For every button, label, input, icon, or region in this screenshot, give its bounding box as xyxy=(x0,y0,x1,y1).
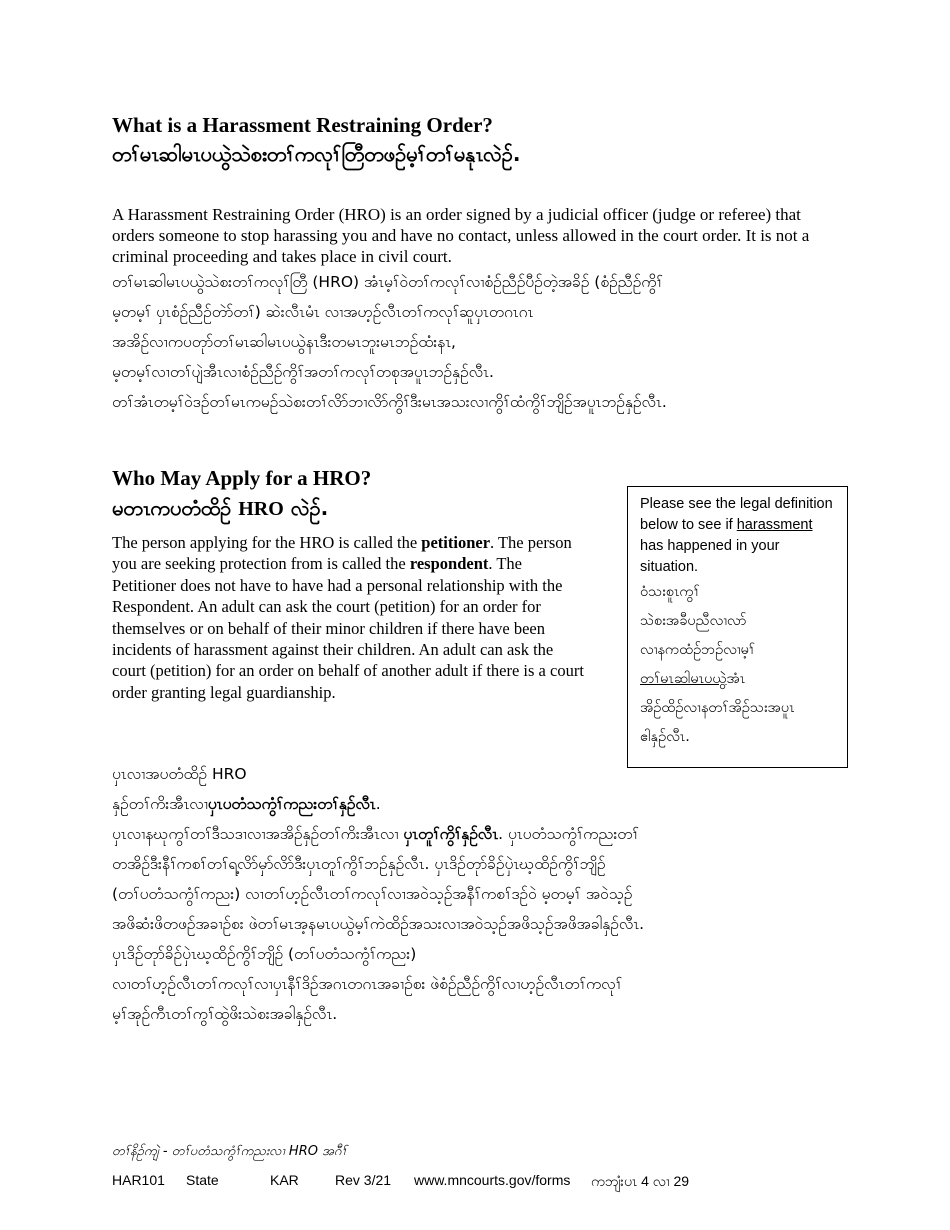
kar-line: ပှၤဒိဉ်တုာ်ခိဉ်ပှဲၤဃ့ထိဉ်ကွိၢ်ဘျိဉ် (တၢ်ပတံသကွံၢ်ကညး) xyxy=(112,945,417,963)
section2-heading-en: Who May Apply for a HRO? xyxy=(112,466,372,490)
page-label: ကဘျံးပၤ xyxy=(591,1173,638,1189)
term-respondent: respondent xyxy=(409,554,489,574)
kar-line: တအိဉ်ဒီးနီၢ်ကစၢ်တၢ်ရ့လိာ်မှာ်လိာ်ဒီးပှၤတူၢ်ကွိၢ်ဘဉ်နှဉ်လီၤ. ပှၤဒိဉ်တုာ်ခိဉ်ပှဲၤဃ့ထိဉ်ကွိၢ်ဘျိဉ် xyxy=(112,855,606,873)
note-kar-line xyxy=(640,665,837,694)
kar-line: မ့တမ့ၢ်လၢတၢ်ပျဲအီၤလၢစံဉ်ညီဉ်ကွိၢ်အတၢ်ကလုၢ်တစုအပူၤဘဉ်နှဉ်လီၤ. xyxy=(112,363,494,381)
kar-line: မ့ၢ်အုဉ်ကီၤတၢ်ကွၢ်ထွဲဖိးသဲစးအခါနှဉ်လီၤ. xyxy=(112,1005,338,1023)
para-text: . The Petitioner does not have to have had a personal relationship with the Respondent. An adult can ask the court (petition) for an order for themselves or on behalf of their minor children if there have been incidents of harassment against their children. An adult can ask the court (petition) for an order on behalf of another adult if there is a court order granting legal guardianship. xyxy=(112,554,584,702)
kar-line: လၢတၢ်ဟ့ဉ်လီၤတၢ်ကလုၢ်လၢပှၤနီၢ်ဒိဉ်အဂၤတဂၤအခၢဉ်စး ဖဲစံဉ်ညီဉ်ကွိၢ်လၢဟ့ဉ်လီၤတၢ်ကလုၢ် xyxy=(112,975,623,993)
kar-line: အအိဉ်လၢကပတုာ်တၢ်မၤဆါမၤပယွဲနၤဒီးတမၤဘူးမၤဘဉ်ထံးနၤ, xyxy=(112,333,456,351)
section1-heading-kar: တၢ်မၤဆါမၤပယွဲသဲစးတၢ်ကလုၢ်တြီတဖဉ်မ့ၢ်တၢ်မနုၤလဲဉ်. xyxy=(112,142,521,166)
kar-text: . ပှၤပတံသကွံၢ်ကညးတၢ် xyxy=(498,825,639,843)
footer-revision: Rev 3/21 xyxy=(335,1172,392,1188)
note-text: has happened in your situation. xyxy=(640,538,780,575)
kar-line: (တၢ်ပတံသကွံၢ်ကညး) လၢတၢ်ဟ့ဉ်လီၤတၢ်ကလုၢ်လၢအဝဲသ့ဉ်အနီၢ်ကစၢ်ဒဉ်ဝဲ မ့တမ့ၢ် အဝဲသ့ဉ် xyxy=(112,885,633,903)
term-petitioner: petitioner xyxy=(421,533,491,552)
harassment-term: harassment xyxy=(736,517,813,533)
page-number: 4 xyxy=(641,1173,649,1189)
footer-page-indicator xyxy=(591,1172,689,1193)
kar-term-petitioner: ပှၤပတံသကွံၢ်ကညးတၢ်နှဉ်လီၤ xyxy=(207,795,376,813)
note-kar-line: အိဉ်ထိဉ်လၢနတၢ်အိဉ်သးအပူၤ xyxy=(640,700,795,716)
footer-document-title: တၢ်နိဉ်ကျဲ - တၢ်ပတံသကွံၢ်ကညးလၢ HRO အဂီၢ် xyxy=(112,1144,347,1159)
kar-line: ပှၤလၢအပတံထိဉ် HRO xyxy=(112,765,247,783)
kar-line: တၢ်အံၤတမ့ၢ်ဝဲဒဉ်တၢ်မၤကမဉ်သဲစးတၢ်လိာ်ဘၢလိာ်ကွိၢ်ဒီးမၤအသးလၢကွိၢ်ထံကွိၢ်ဘျိဉ်အပူၤဘဉ်နှဉ်လီၤ. xyxy=(112,393,667,411)
kar-line: တၢ်မၤဆါမၤပယွဲသဲစးတၢ်ကလုၢ်တြီ (HRO) အံၤမ့ၢ်ဝဲတၢ်ကလုၢ်လၢစံဉ်ညီဉ်ပီဉ်တဲ့အခိဉ် (စံဉ်ညီဉ်ကွိၢ် xyxy=(112,273,663,291)
footer-type: State xyxy=(186,1172,219,1188)
heading-kar-suffix: လဲဉ်. xyxy=(290,496,329,520)
note-kar-line: သဲစးအခီပညီလၢလာ် xyxy=(640,613,747,629)
legal-definition-note-box xyxy=(627,486,848,768)
heading-kar-hro: HRO xyxy=(238,498,284,520)
note-kar-line: ဧါနှဉ်လီၤ. xyxy=(640,729,690,745)
who-may-apply-paragraph xyxy=(112,532,590,703)
note-kar-line: ဝံသးစူၤကွၢ် xyxy=(640,584,700,600)
para-text: . The person you are seeking protection from is called the xyxy=(112,533,572,574)
page-total: 29 xyxy=(673,1173,690,1189)
kar-line xyxy=(112,789,644,819)
note-text: အံၤ xyxy=(726,671,746,687)
footer-website[interactable]: www.mncourts.gov/forms xyxy=(414,1172,571,1188)
kar-line: အဖိဆံးဖိတဖဉ်အခၢဉ်စး ဖဲတၢ်မၤအ့နမၤပယွဲမ့ၢ်ကဲထိဉ်အသးလၢအဝဲသ့ဉ်အဖိသ့ဉ်အဖိအခါနှဉ်လီၤ. xyxy=(112,915,645,933)
section1-heading-en: What is a Harassment Restraining Order? xyxy=(112,113,493,137)
kar-text: ပှၤလၢနဃုကွၢ်တၢ်ဒီသဒၢလၢအအိဉ်နှဉ်တၢ်ကိးအီၤလၢ xyxy=(112,825,404,843)
note-kar-line: လၢနကထံဉ်ဘဉ်လၢမ့ၢ် xyxy=(640,642,755,658)
heading-kar-prefix: မတၤကပတံထိဉ် xyxy=(112,496,232,520)
kar-text: . xyxy=(375,795,381,813)
kar-term-respondent: ပှၤတူၢ်ကွိၢ်နှဉ်လီၤ xyxy=(403,825,499,843)
note-text: Please see the legal definition below to see if xyxy=(640,496,833,533)
kar-line: မ့တမ့ၢ် ပှၤစံဉ်ညီဉ်တဲာ်တၢ်) ဆဲးလီၤမံၤ လၢအဟ့ဉ်လီၤတၢ်ကလုၢ်ဆူပှၤတဂၤဂၤ xyxy=(112,303,534,321)
kar-line xyxy=(112,819,644,849)
section1-paragraph-kar xyxy=(112,267,667,417)
note-text-en xyxy=(640,494,837,578)
harassment-term-kar: တၢ်မၤဆါမၤပယွဲ xyxy=(640,671,727,687)
kar-text: နှဉ်တၢ်ကိးအီၤလၢ xyxy=(112,795,208,813)
para-text: The person applying for the HRO is called the xyxy=(112,533,422,552)
footer-language: KAR xyxy=(270,1172,299,1188)
of-label: လၢ xyxy=(652,1173,670,1189)
section2-heading-kar xyxy=(112,495,328,522)
footer-form-code: HAR101 xyxy=(112,1172,165,1188)
section1-paragraph-en: A Harassment Restraining Order (HRO) is an order signed by a judicial officer (judge or referee) that orders someone to stop harassing you and have no contact, unless allowed in the court order. It is not a criminal proceeding and takes place in civil court. xyxy=(112,205,810,266)
section2-paragraph-kar xyxy=(112,759,644,1029)
